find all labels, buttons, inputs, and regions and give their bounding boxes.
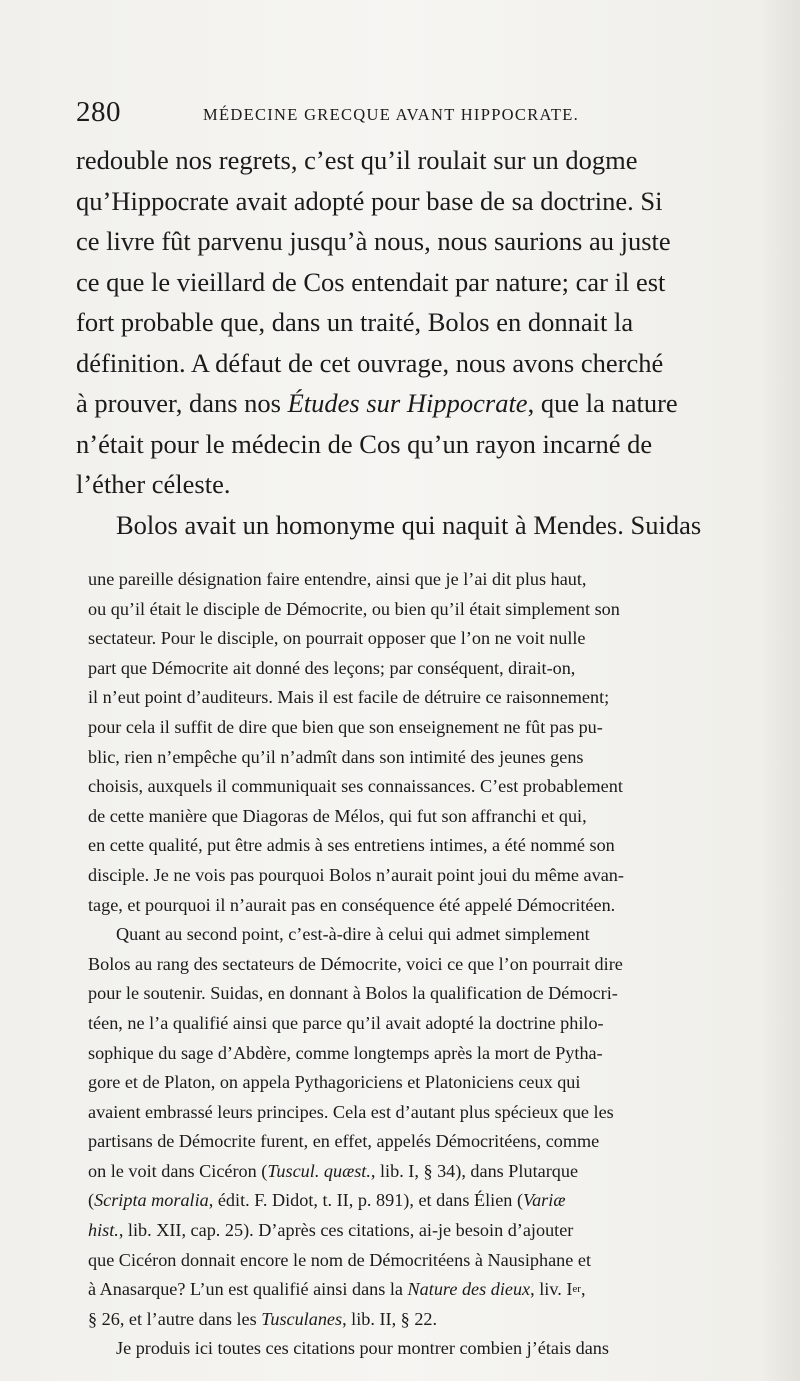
note-line: pour cela il suffit de dire que bien que son enseignement ne fût pas pu- [88, 716, 603, 737]
note-line: partisans de Démocrite furent, en effet, appelés Démocritéens, comme [88, 1131, 600, 1152]
main-line: définition. A défaut de cet ouvrage, nous avons cherché [76, 347, 664, 378]
note-line: téen, ne l’a qualifié ainsi que parce qu’il avait adopté la doctrine philo- [88, 1012, 604, 1033]
note-line: gore et de Platon, on appela Pythagoriciens et Platoniciens ceux qui [88, 1072, 581, 1093]
note-line: sectateur. Pour le disciple, on pourrait opposer que l’on ne voit nulle [88, 628, 586, 649]
note-line: blic, rien n’empêche qu’il n’admît dans son intimité des jeunes gens [88, 746, 584, 767]
note-line: part que Démocrite ait donné des leçons; par conséquent, dirait-on, [88, 657, 576, 678]
note-text-block [88, 565, 756, 1364]
note-line: de cette manière que Diagoras de Mélos, qui fut son affranchi et qui, [88, 805, 587, 826]
page-edge-shadow [760, 0, 800, 1381]
note-line: hist. , lib. XII, cap. 25). D’après ces citations, ai-je besoin d’ajouter [88, 1216, 756, 1246]
note-line: pour le soutenir. Suidas, en donnant à Bolos la qualification de Démocri- [88, 983, 618, 1004]
running-title: MÉDECINE GRECQUE AVANT HIPPOCRATE. [203, 105, 580, 124]
citation-italic: Tuscul. quæst. [267, 1160, 371, 1181]
main-line: à prouver, dans nos Études sur Hippocrate , que la nature [76, 383, 766, 424]
note-line: tage, et pourquoi il n’aurait pas en conséquence été appelé Démocritéen. [88, 894, 616, 915]
citation-italic: Scripta moralia [94, 1190, 209, 1211]
note-line: Bolos au rang des sectateurs de Démocrite, voici ce que l’on pourrait dire [88, 953, 623, 974]
note-line: § 26, et l’autre dans les Tusculanes , lib. II, § 22. [88, 1305, 756, 1335]
note-line: choisis, auxquels il communiquait ses connaissances. C’est probablement [88, 776, 623, 797]
note-line: disciple. Je ne vois pas pourquoi Bolos n’aurait point joui du même avan- [88, 864, 624, 885]
main-line: n’était pour le médecin de Cos qu’un rayon incarné de [76, 428, 653, 459]
note-line: ( Scripta moralia , édit. F. Didot, t. II, p. 891), et dans Élien ( Variæ [88, 1186, 756, 1216]
main-line: ce que le vieillard de Cos entendait par nature; car il est [76, 266, 666, 297]
main-text-block [76, 140, 766, 545]
note-line: sophique du sage d’Abdère, comme longtemps après la mort de Pytha- [88, 1042, 603, 1063]
note-line: en cette qualité, put être admis à ses entretiens intimes, a été nommé son [88, 835, 615, 856]
page-number: 280 [76, 96, 121, 128]
page-header [76, 96, 776, 136]
note-line: avaient embrassé leurs principes. Cela est d’autant plus spécieux que les [88, 1101, 614, 1122]
main-line: qu’Hippocrate avait adopté pour base de sa doctrine. Si [76, 185, 663, 216]
note-line: à Anasarque? L’un est qualifié ainsi dans la Nature des dieux , liv. I er , [88, 1275, 756, 1305]
note-line: Quant au second point, c’est-à-dire à celui qui admet simplement [116, 924, 590, 945]
citation-italic: Variæ [523, 1190, 566, 1211]
note-line: ou qu’il était le disciple de Démocrite, ou bien qu’il était simplement son [88, 598, 620, 619]
note-line: il n’eut point d’auditeurs. Mais il est facile de détruire ce raisonnement; [88, 687, 610, 708]
main-line: ce livre fût parvenu jusqu’à nous, nous saurions au juste [76, 226, 671, 256]
book-title-italic: Études sur Hippocrate [287, 388, 528, 418]
citation-italic: Tusculanes [261, 1308, 343, 1329]
ordinal-superscript: er [572, 1283, 581, 1296]
main-line: Bolos avait un homonyme qui naquit à Mendes. Suidas [116, 509, 702, 540]
main-line: redouble nos regrets, c’est qu’il roulait sur un dogme [76, 145, 638, 175]
main-line: l’éther céleste. [76, 469, 231, 499]
note-line: une pareille désignation faire entendre, ainsi que je l’ai dit plus haut, [88, 569, 587, 589]
note-line: Je produis ici toutes ces citations pour montrer combien j’étais dans [116, 1338, 609, 1359]
main-line: fort probable que, dans un traité, Bolos en donnait la [76, 307, 634, 337]
citation-italic: Nature des dieux [407, 1279, 531, 1300]
citation-italic: hist. [88, 1220, 119, 1241]
note-line: on le voit dans Cicéron ( Tuscul. quæst. , lib. I, § 34), dans Plutarque [88, 1157, 756, 1187]
note-line: que Cicéron donnait encore le nom de Démocritéens à Nausiphane et [88, 1249, 591, 1270]
